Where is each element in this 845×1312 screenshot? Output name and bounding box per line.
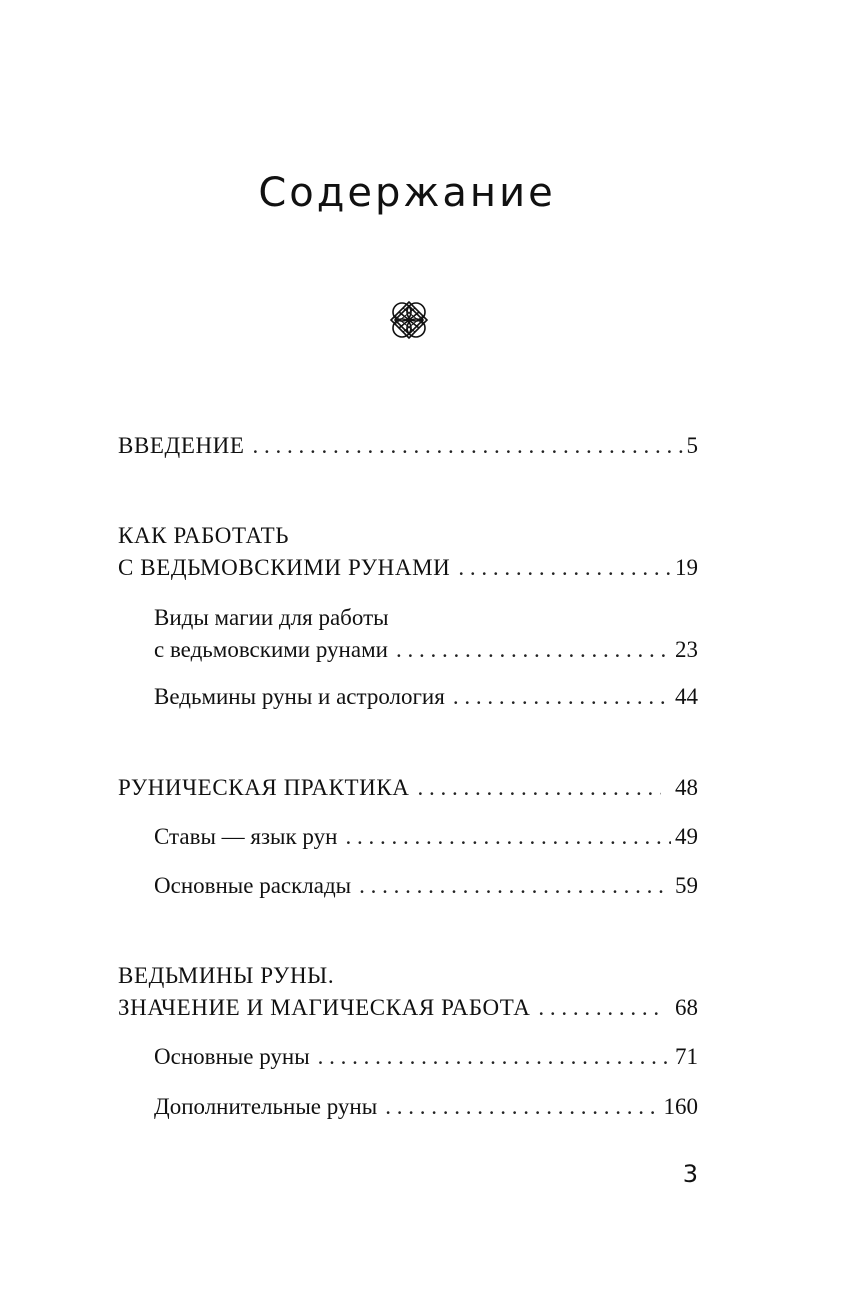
toc-entry-practice[interactable]: [118, 772, 698, 804]
toc-entry-label-line-2: с ведьмовскими рунами: [154, 637, 388, 662]
dot-leader: [418, 772, 661, 804]
toc-page-number: 68: [675, 995, 698, 1020]
toc-entry-staves[interactable]: [154, 821, 698, 853]
toc-entry-magic-types[interactable]: [154, 602, 698, 666]
toc-page-number: 48: [675, 775, 698, 800]
toc-entry-label: Основные расклады: [154, 873, 352, 898]
toc-entry-label-line-1: ВЕДЬМИНЫ РУНЫ.: [118, 963, 335, 988]
toc-entry-label-line-2: С ВЕДЬМОВСКИМИ РУНАМИ: [118, 555, 451, 580]
toc-entry-witch-runes[interactable]: [118, 960, 698, 1024]
toc-entry-extra-runes[interactable]: [154, 1091, 698, 1123]
toc-entry-label: Ведьмины руны и астрология: [154, 684, 445, 709]
toc-entry-astrology[interactable]: [154, 681, 698, 713]
toc-page-number: 5: [686, 433, 698, 458]
dot-leader: [458, 552, 671, 584]
toc-page-number: 23: [675, 637, 698, 662]
toc-page-number: 59: [675, 873, 698, 898]
dot-leader: [453, 681, 671, 713]
toc-page-number: 44: [675, 684, 698, 709]
dot-leader: [318, 1041, 671, 1073]
toc-entry-label-line-1: Виды магии для работы: [154, 605, 389, 630]
page-number-footer: 3: [682, 1160, 698, 1188]
dot-leader: [253, 430, 683, 462]
toc-entry-main-runes[interactable]: [154, 1041, 698, 1073]
dot-leader: [385, 1091, 659, 1123]
dot-leader: [345, 821, 671, 853]
toc-entry-label: Основные руны: [154, 1044, 310, 1069]
dot-leader: [396, 634, 671, 666]
dot-leader: [538, 992, 661, 1024]
toc-entry-label: РУНИЧЕСКАЯ ПРАКТИКА: [118, 775, 410, 800]
toc-entry-label: ВВЕДЕНИЕ: [118, 433, 245, 458]
dot-leader: [359, 870, 671, 902]
toc-page-number: 71: [675, 1044, 698, 1069]
toc-entry-spreads[interactable]: [154, 870, 698, 902]
toc-entry-intro[interactable]: [118, 430, 698, 462]
toc-entry-label-line-2: ЗНАЧЕНИЕ И МАГИЧЕСКАЯ РАБОТА: [118, 995, 531, 1020]
toc-entry-label: Дополнительные руны: [154, 1094, 378, 1119]
toc-entry-how-to-work[interactable]: [118, 520, 698, 584]
toc-page-number: 19: [675, 555, 698, 580]
page-title: Содержание: [258, 170, 556, 216]
toc-entry-label: Ставы — язык рун: [154, 824, 338, 849]
celtic-knot-icon: [385, 298, 433, 342]
toc-entry-label-line-1: КАК РАБОТАТЬ: [118, 523, 290, 548]
toc-page-number: 49: [675, 824, 698, 849]
toc-page-number: 160: [663, 1094, 698, 1119]
